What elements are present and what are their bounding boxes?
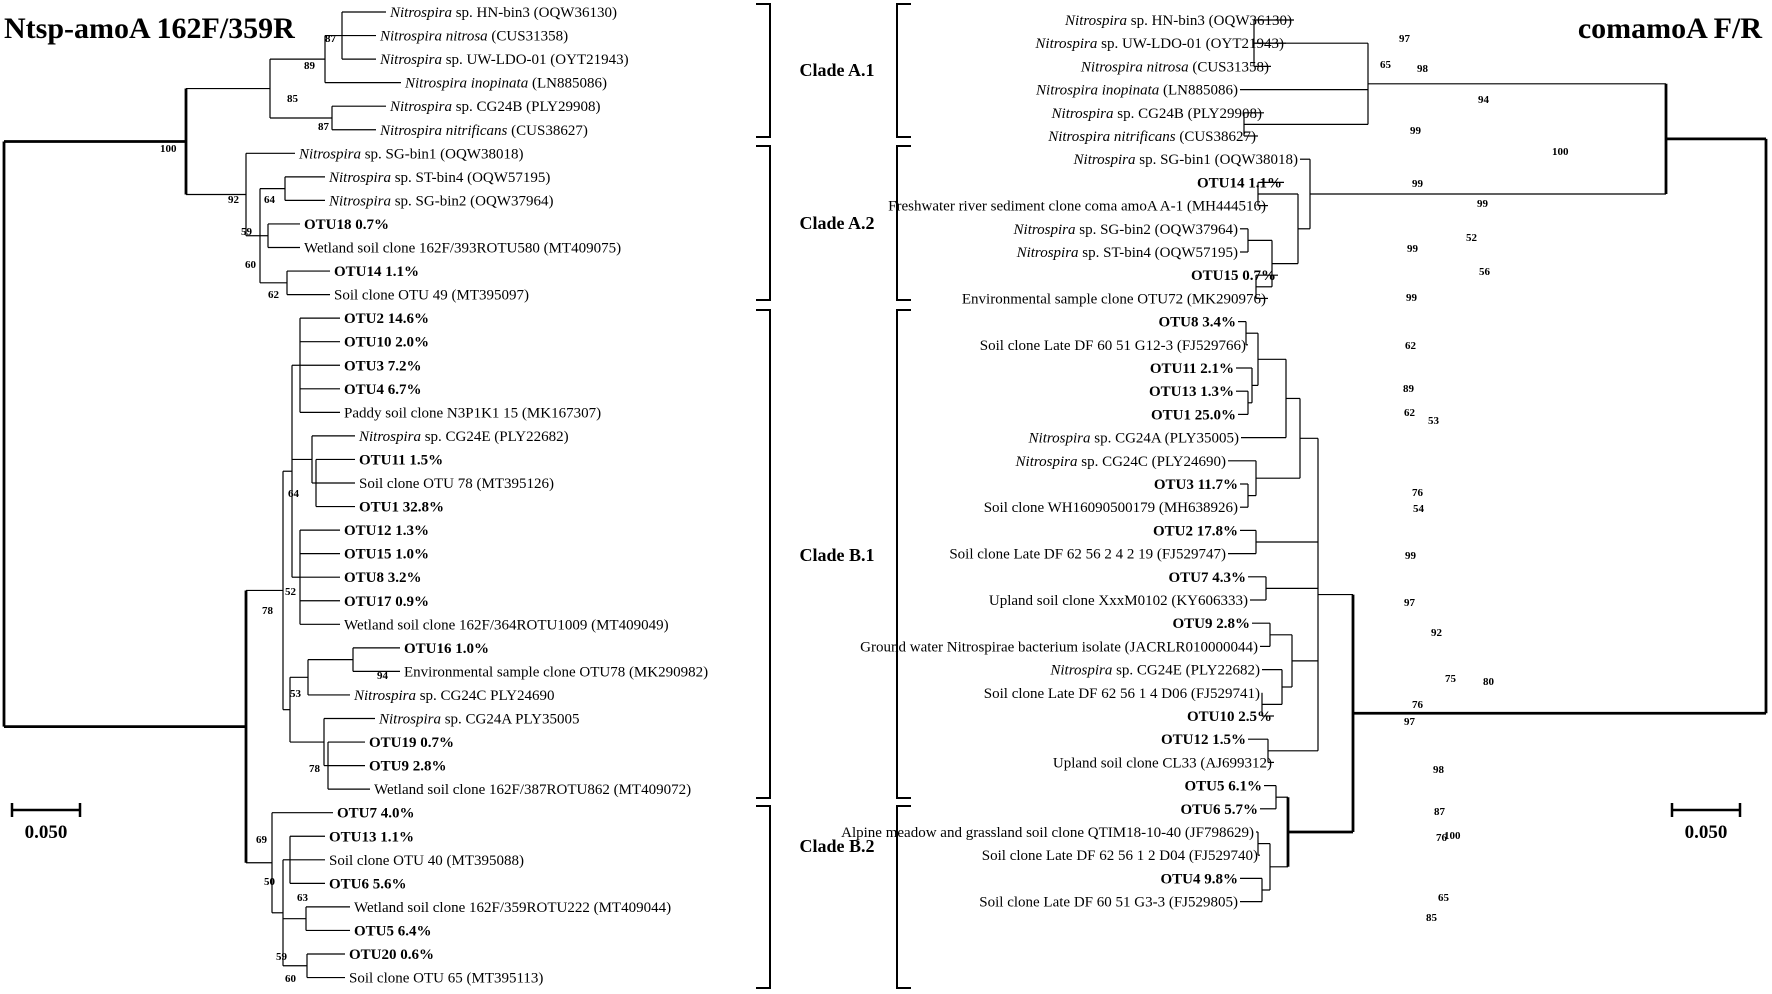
left-scale-bar: [12, 803, 80, 843]
left-leaf-environmental-sample-clone-otu78-mk290982: Environmental sample clone OTU78 (MK290982): [404, 664, 709, 681]
left-leaf-otu1-32-8: OTU1 32.8%: [359, 499, 445, 516]
left-leaf-otu13-1-1: OTU13 1.1%: [329, 829, 415, 846]
left-leaf-otu6-5-6: OTU6 5.6%: [329, 876, 407, 893]
left-leaf-nitrospira-sp-cg24c-ply24690: Nitrospira sp. CG24C PLY24690: [354, 687, 555, 704]
right-bootstrap-value: 56: [1479, 266, 1490, 278]
right-bootstrap-value: 62: [1405, 340, 1416, 352]
right-leaf-alpine-meadow-and-grassland-soil-clone-qtim18-10-40-jf798629: Alpine meadow and grassland soil clone QTIM18-10-40 (JF798629): [841, 825, 1254, 841]
right-leaf-freshwater-river-sediment-clone-coma-amoa-a-1-mh444516: Freshwater river sediment clone coma amoA A-1 (MH444516): [888, 198, 1266, 215]
left-bootstrap-value: 59: [276, 951, 287, 963]
left-bootstrap-value: 59: [241, 226, 252, 238]
left-bootstrap-value: 52: [285, 586, 296, 598]
left-leaf-otu14-1-1: OTU14 1.1%: [334, 264, 420, 281]
left-leaf-nitrospira-sp-st-bin4-oqw57195: Nitrospira sp. ST-bin4 (OQW57195): [329, 169, 551, 186]
right-leaf-soil-clone-late-df-62-56-1-4-d06-fj529741: Soil clone Late DF 62 56 1 4 D06 (FJ529741): [983, 685, 1260, 702]
left-bootstrap-value: 92: [228, 194, 239, 206]
left-bootstrap-value: 63: [297, 892, 308, 904]
left-leaf-nitrospira-nitrificans-cus38627: Nitrospira nitrificans (CUS38627): [380, 122, 588, 139]
right-scale-bar: [1672, 803, 1740, 843]
right-leaf-otu1-25-0: OTU1 25.0%: [1150, 407, 1236, 424]
right-leaf-soil-clone-late-df-60-51-g12-3-fj529766: Soil clone Late DF 60 51 G12-3 (FJ529766): [979, 337, 1246, 354]
left-leaf-nitrospira-sp-cg24b-ply29908: Nitrospira sp. CG24B (PLY29908): [390, 99, 601, 116]
right-leaf-nitrospira-sp-hn-bin3-oqw36130: Nitrospira sp. HN-bin3 (OQW36130): [1065, 13, 1292, 29]
right-leaf-otu6-5-7: OTU6 5.7%: [1180, 801, 1258, 818]
right-bootstrap-value: 76: [1412, 487, 1423, 499]
left-leaf-otu19-0-7: OTU19 0.7%: [369, 735, 455, 752]
right-bootstrap-value: 100: [1444, 830, 1461, 842]
right-bootstrap-value: 87: [1434, 806, 1445, 818]
right-leaf-otu4-9-8: OTU4 9.8%: [1160, 871, 1238, 888]
right-leaf-otu13-1-3: OTU13 1.3%: [1148, 384, 1234, 401]
clade-bracket-left: [756, 146, 770, 300]
right-bootstrap-value: 52: [1466, 232, 1477, 244]
left-leaf-otu15-1-0: OTU15 1.0%: [344, 546, 430, 563]
left-leaf-otu7-4-0: OTU7 4.0%: [337, 805, 415, 822]
left-leaf-otu2-14-6: OTU2 14.6%: [344, 311, 430, 328]
right-bootstrap-value: 75: [1445, 673, 1456, 685]
left-scale-label: 0.050: [24, 822, 68, 843]
right-bootstrap-value: 89: [1403, 383, 1414, 395]
left-bootstrap-value: 64: [264, 194, 275, 206]
right-leaf-soil-clone-late-df-62-56-2-4-2-19-fj529747: Soil clone Late DF 62 56 2 4 2 19 (FJ529747): [949, 546, 1226, 563]
right-leaf-nitrospira-sp-st-bin4-oqw57195: Nitrospira sp. ST-bin4 (OQW57195): [1016, 245, 1238, 261]
clade-bracket-right: [897, 146, 911, 300]
right-leaf-otu15-0-7: OTU15 0.7%: [1190, 268, 1276, 285]
left-leaf-nitrospira-sp-cg24a-ply35005: Nitrospira sp. CG24A PLY35005: [379, 711, 580, 728]
right-leaf-nitrospira-sp-cg24a-ply35005: Nitrospira sp. CG24A (PLY35005): [1028, 430, 1239, 447]
right-bootstrap-value: 54: [1413, 503, 1424, 515]
right-bootstrap-value: 99: [1412, 178, 1423, 190]
right-leaf-nitrospira-nitrosa-cus31358: Nitrospira nitrosa (CUS31358): [1080, 59, 1269, 76]
right-leaf-upland-soil-clone-xxxm0102-ky606333: Upland soil clone XxxM0102 (KY606333): [988, 593, 1248, 609]
right-bootstrap-value: 94: [1478, 94, 1489, 106]
right-leaf-otu11-2-1: OTU11 2.1%: [1149, 361, 1234, 377]
clade-bracket-right: [897, 310, 911, 798]
right-leaf-otu10-2-5: OTU10 2.5%: [1186, 709, 1272, 725]
clade-bracket-left: [756, 4, 770, 137]
left-leaf-wetland-soil-clone-162f-359rotu222-mt409044: Wetland soil clone 162F/359ROTU222 (MT409044): [354, 899, 672, 916]
clade-label-a2: Clade A.2: [799, 213, 875, 233]
right-leaf-nitrospira-inopinata-ln885086: Nitrospira inopinata (LN885086): [1036, 82, 1238, 99]
right-leaf-soil-clone-late-df-62-56-1-2-d04-fj529740: Soil clone Late DF 62 56 1 2 D04 (FJ529740): [981, 848, 1258, 865]
left-leaf-nitrospira-inopinata-ln885086: Nitrospira inopinata (LN885086): [405, 75, 607, 92]
left-leaf-wetland-soil-clone-162f-387rotu862-mt409072: Wetland soil clone 162F/387ROTU862 (MT409072): [374, 782, 692, 799]
left-leaf-soil-clone-otu-65-mt395113: Soil clone OTU 65 (MT395113): [349, 970, 544, 987]
left-bootstrap-value: 60: [245, 259, 256, 271]
left-bootstrap-value: 89: [304, 60, 315, 72]
right-leaf-ground-water-nitrospirae-bacterium-isolate-jacrlr010000044: Ground water Nitrospirae bacterium isolate (JACRLR010000044): [860, 639, 1258, 656]
left-leaf-otu5-6-4: OTU5 6.4%: [354, 923, 432, 940]
left-leaf-otu11-1-5: OTU11 1.5%: [359, 452, 444, 469]
left-leaf-nitrospira-sp-sg-bin1-oqw38018: Nitrospira sp. SG-bin1 (OQW38018): [299, 146, 524, 163]
left-leaf-otu8-3-2: OTU8 3.2%: [344, 570, 422, 587]
right-leaf-otu5-6-1: OTU5 6.1%: [1184, 778, 1262, 795]
right-bootstrap-value: 80: [1483, 676, 1494, 688]
right-leaf-otu9-2-8: OTU9 2.8%: [1172, 616, 1250, 633]
left-leaf-otu9-2-8: OTU9 2.8%: [369, 758, 447, 775]
right-bootstrap-value: 99: [1410, 125, 1421, 137]
right-bootstrap-value: 99: [1477, 198, 1488, 210]
clade-label-b2: Clade B.2: [799, 836, 875, 856]
right-bootstrap-value: 65: [1380, 59, 1391, 71]
right-bootstrap-value: 76: [1412, 699, 1423, 711]
right-leaf-otu3-11-7: OTU3 11.7%: [1153, 477, 1238, 493]
right-leaf-soil-clone-wh16090500179-mh638926: Soil clone WH16090500179 (MH638926): [983, 500, 1238, 517]
left-leaf-otu12-1-3: OTU12 1.3%: [344, 523, 430, 540]
right-leaf-otu2-17-8: OTU2 17.8%: [1152, 523, 1238, 540]
right-scale-label: 0.050: [1684, 822, 1728, 843]
right-bootstrap-value: 62: [1404, 407, 1415, 419]
right-leaf-otu14-1-1: OTU14 1.1%: [1196, 175, 1282, 192]
left-leaf-wetland-soil-clone-162f-393rotu580-mt409075: Wetland soil clone 162F/393ROTU580 (MT409075): [304, 240, 622, 257]
left-bootstrap-value: 60: [285, 973, 296, 985]
right-bootstrap-value: 92: [1431, 627, 1442, 639]
left-bootstrap-value: 69: [256, 834, 267, 846]
right-leaf-otu8-3-4: OTU8 3.4%: [1158, 314, 1236, 331]
left-bootstrap-value: 64: [288, 488, 299, 500]
clade-bracket-left: [756, 310, 770, 798]
right-leaf-nitrospira-sp-cg24c-ply24690: Nitrospira sp. CG24C (PLY24690): [1015, 453, 1226, 470]
right-leaf-nitrospira-nitrificans-cus38627: Nitrospira nitrificans (CUS38627): [1048, 129, 1256, 145]
right-leaf-nitrospira-sp-cg24e-ply22682: Nitrospira sp. CG24E (PLY22682): [1050, 662, 1260, 679]
right-bootstrap-value: 99: [1405, 550, 1416, 562]
clade-bracket-left: [756, 806, 770, 988]
right-bootstrap-value: 100: [1552, 146, 1569, 158]
right-bootstrap-value: 85: [1426, 912, 1437, 924]
left-bootstrap-value: 100: [160, 143, 177, 155]
right-leaf-soil-clone-late-df-60-51-g3-3-fj529805: Soil clone Late DF 60 51 G3-3 (FJ529805): [979, 894, 1238, 911]
left-bootstrap-value: 53: [290, 688, 301, 700]
left-tree-title: Ntsp-amoA 162F/359R: [4, 12, 295, 45]
right-leaf-nitrospira-sp-sg-bin2-oqw37964: Nitrospira sp. SG-bin2 (OQW37964): [1013, 221, 1238, 238]
right-bootstrap-value: 53: [1428, 415, 1439, 427]
right-tree-title: comamoA F/R: [1577, 12, 1762, 45]
left-leaf-nitrospira-sp-cg24e-ply22682: Nitrospira sp. CG24E (PLY22682): [359, 428, 569, 445]
right-bootstrap-value: 97: [1399, 33, 1410, 45]
right-bootstrap-value: 76: [1436, 832, 1447, 844]
right-leaf-otu12-1-5: OTU12 1.5%: [1160, 732, 1246, 749]
left-bootstrap-value: 62: [268, 289, 279, 301]
clade-label-a1: Clade A.1: [799, 60, 875, 80]
clade-label-b1: Clade B.1: [799, 545, 875, 565]
right-bootstrap-value: 99: [1406, 292, 1417, 304]
left-bootstrap-value: 85: [287, 93, 298, 105]
left-bootstrap-value: 78: [262, 605, 273, 617]
left-leaf-nitrospira-sp-uw-ldo-01-oyt21943: Nitrospira sp. UW-LDO-01 (OYT21943): [380, 52, 629, 69]
left-leaf-nitrospira-sp-sg-bin2-oqw37964: Nitrospira sp. SG-bin2 (OQW37964): [329, 193, 554, 210]
right-bootstrap-value: 65: [1438, 892, 1449, 904]
left-leaf-otu18-0-7: OTU18 0.7%: [304, 216, 390, 233]
left-bootstrap-value: 87: [325, 33, 336, 45]
left-leaf-soil-clone-otu-78-mt395126: Soil clone OTU 78 (MT395126): [359, 476, 554, 492]
right-bootstrap-value: 98: [1417, 63, 1428, 75]
left-leaf-nitrospira-sp-hn-bin3-oqw36130: Nitrospira sp. HN-bin3 (OQW36130): [390, 5, 617, 21]
left-bootstrap-value: 50: [264, 876, 275, 888]
right-tree: [1228, 20, 1766, 902]
right-leaf-otu7-4-3: OTU7 4.3%: [1168, 569, 1246, 586]
right-leaf-nitrospira-sp-sg-bin1-oqw38018: Nitrospira sp. SG-bin1 (OQW38018): [1073, 152, 1298, 169]
right-bootstrap-value: 97: [1404, 597, 1415, 609]
left-leaf-nitrospira-nitrosa-cus31358: Nitrospira nitrosa (CUS31358): [380, 28, 569, 45]
left-leaf-soil-clone-otu-40-mt395088: Soil clone OTU 40 (MT395088): [329, 852, 524, 869]
right-leaf-environmental-sample-clone-otu72-mk290976: Environmental sample clone OTU72 (MK290976): [961, 291, 1266, 308]
right-bootstrap-value: 98: [1433, 764, 1444, 776]
left-leaf-wetland-soil-clone-162f-364rotu1009-mt409049: Wetland soil clone 162F/364ROTU1009 (MT409049): [344, 617, 669, 634]
clade-bracket-right: [897, 4, 911, 137]
right-leaf-nitrospira-sp-cg24b-ply29908: Nitrospira sp. CG24B (PLY29908): [1051, 105, 1262, 122]
left-leaf-otu20-0-6: OTU20 0.6%: [349, 947, 435, 963]
left-leaf-otu17-0-9: OTU17 0.9%: [344, 593, 430, 610]
right-leaf-nitrospira-sp-uw-ldo-01-oyt21943: Nitrospira sp. UW-LDO-01 (OYT21943): [1035, 36, 1284, 53]
right-bootstrap-value: 99: [1407, 243, 1418, 255]
left-leaf-otu3-7-2: OTU3 7.2%: [344, 358, 422, 375]
left-bootstrap-value: 87: [318, 121, 329, 133]
left-bootstrap-value: 78: [309, 763, 320, 775]
left-bootstrap-value: 94: [377, 670, 388, 682]
left-leaf-soil-clone-otu-49-mt395097: Soil clone OTU 49 (MT395097): [334, 287, 529, 304]
right-bootstrap-value: 97: [1404, 716, 1415, 728]
left-leaf-otu4-6-7: OTU4 6.7%: [344, 381, 422, 398]
left-leaf-paddy-soil-clone-n3p1k1-15-mk167307: Paddy soil clone N3P1K1 15 (MK167307): [344, 405, 602, 422]
right-leaf-upland-soil-clone-cl33-aj699312: Upland soil clone CL33 (AJ699312): [1052, 755, 1272, 772]
left-leaf-otu10-2-0: OTU10 2.0%: [344, 334, 430, 351]
left-leaf-otu16-1-0: OTU16 1.0%: [404, 640, 490, 657]
